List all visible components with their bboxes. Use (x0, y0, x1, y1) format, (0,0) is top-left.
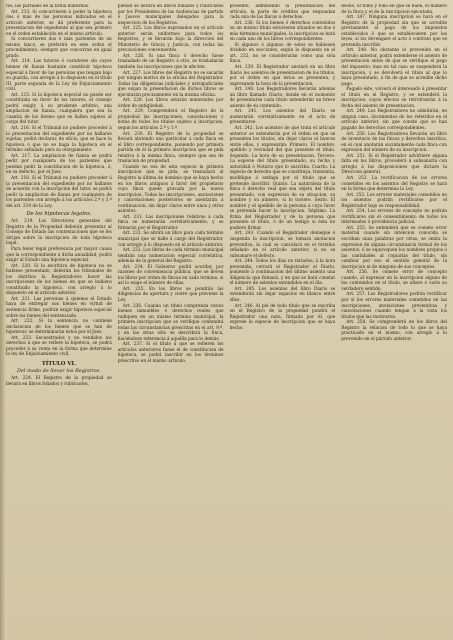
paragraph: Art. 246. Al pié de todo título que se inscriba en el Registro de la propiedad pondrá el Registrador una nota, firmada por él, que exprese la especie de inscripcion que se haya hecho. (229, 303, 336, 331)
paragraph: Art. 214. Las tutores ó curadores sin cuyos bienes dé fianza bastante constituir hipoteca especial á favor de las personas que tengan bajo su guarda, con arreglo á lo dispuesto en el título III, parte segunda de la Ley de Enjuiciamiento civil. (6, 59, 112, 93)
paragraph: Art. 228. Los libros estarán numerados por órden de antigüedad. (117, 98, 224, 109)
paragraph: Art. 245. Los asientos del libro Diario se extenderán sin dejar espacios en blanco entre ellos. (229, 286, 336, 303)
paragraph: Art. 215. Si la hipoteca especial no puede ser constituida en favor de los tutores, el consejo podrá exigir, á su prudente arbitrio, una ampliacion de fianza, cualquiera que sea la cuantía de los bienes que se hallen sujetos al cargo del tutor. (6, 92, 112, 126)
paragraph: Art. 250. Los Registradores llevarán un libro de inventario de las fincas y derechos inscritos, en el cual anotarán sucintamente cada finca con expresion del número de su inscripcion. (341, 131, 447, 154)
paragraph: Si concurrieren dos ó más parientes de un mismo lanco, se preferirá en este orden el procedimiento, siempre que concurran en igual grado. (6, 37, 112, 59)
paragraph: Art. 225. Los libros expresados en el artículo anterior serán uniformes para todos los Registros, y se llevarán bajo la direccion del Ministerio de Gracia y Justicia, con todas las precauciones convenientes. (117, 26, 224, 54)
paragraph: Pagado éste, volverá el interesado á presentar el título en el Registro, y se extenderá la inscripcion, cuyos efectos se retrotraerán á la fecha del asiento de presentacion. (341, 87, 447, 109)
paragraph: Art. 243. Cuando el Registrador deniegue ó suspenda la inscripcion, se tomará anotacion preventiva, la cual se cancelará en el término señalado en el artículo anterior, si no se subsanare el defecto. (229, 231, 336, 259)
paragraph: Art. 239. El Registrador anotará en un libro diario los asientos de presentacion de los títulos, por el órden en que éstos se presenten, y expresando la hora de la presentacion. (229, 65, 336, 87)
paragraph: Art. 242. Los asientos de que trata el artículo anterior se extenderán por el órden en que se presenten los títulos, sin dejar claros ni huecos entre ellos, y expresarán: Primero. El nombre, apellido y vecindad del que presente el título. Segundo. La hora de su presentacion. Tercero. La especie del título presentado, su fecha y autoridad ó Notario que lo suscriba. Cuarto. La especie de derecho que se constituya, transmita, modifique ó extinga por el título que se pretende inscribir. Quinto. La naturaleza de la finca ó derecho real que sea objeto del título presentado, con expresion de su situacion, su nombre y su número, si lo tuviere. Sexto. El nombre y el apellido de la persona á cuyo favor se pretenda hacer la inscripcion. Séptimo. La firma del Registrador y de la persona que presente el título, ó de un testigo si ésta no pudiere firmar. (229, 126, 336, 231)
section-heading: De los hipotecas legales. (26, 211, 92, 218)
paragraph: Art. 233. Los libros de cada término municipal tendrán una numeracion especial correlativa, además de la general del Registro. (117, 248, 224, 265)
paragraph: Art. 218. Si el Tribunal no pudiere proceder á la presentacion del expediente por no hallarse de acuerdo con la inscripcion del tutor, se podrá pedir la ampliacion de fianza por cualquiera de los parientes con arreglo á los artículos 2.º y 3.º del art. 219 de la Ley. (6, 175, 112, 209)
paragraph: Art. 220. Si la escritura de hipoteca no se hubiese presentado, deberán los tribunales de los distritos la Registradores hacer las inscripciones de los bienes en que se hubiera constituido la hipoteca, con arreglo á lo dispuesto en el artículo anterior. (6, 263, 112, 297)
paragraph: Art. 219. Los Directores generales del Registro de la Propiedad deberán presentar al Consejo de Estado las contestaciones que se les dirijan sobre la inscripcion de toda hipoteca legal. (6, 219, 112, 247)
paragraph: Art. 236. Cuando un título comprenda varios bienes inmuebles ó derechos reales que radiquen en un mismo término municipal, la primera inscripcion que se verifique contendrá todas las circunstancias prescritas en el art. 9.º, y en las otras sólo se describirá la finca, haciéndose referencia á aquélla para lo demás. (117, 303, 224, 342)
column-2 (118, 4, 224, 636)
paragraph: Art. 254. Los errores de concepto no podrán rectificarse sin el consentimiento de todos los interesados ó providencia judicial. (341, 209, 447, 226)
paragraph: Art. 231. Las inscripciones relativas á cada finca se numerarán correlativamente, y se firmarán por el Registrador. (117, 214, 224, 231)
paragraph: Art. 252. La rectificacion de los errores cometidos en los asientos del Registro se hará en la forma que determina la Ley. (341, 175, 447, 193)
paragraph: Art. 213. Si concurrieren á poder la hipoteca dos ó más de las personas indicadas en el artículo anterior, se dá preferente para la presentacion del expediente al que sea primero en el orden establecido en el mismo artículo. (6, 9, 112, 37)
paragraph: Art. 256. Se comete error de concepto cuando, al expresar en la inscripcion alguno de los contenidos en el título, se altere ó varíe su verdadero sentido. (341, 270, 447, 292)
page-spine-shadow (0, 0, 6, 640)
paragraph: Art. 249. Los Registradores no admitirán, en ningun caso, documentos de los referidos en el artículo anterior, sin que conste que se han pagado los derechos correspondientes. (341, 109, 447, 132)
paragraph: Art. 253. Los errores materiales cometidos en los asientos podrán rectificarse por el Registrador bajo su responsabilidad. (341, 192, 447, 209)
paragraph: Art. 224. El Registro de la propiedad se llevará en libros foliados y rubricados. (6, 376, 112, 387)
paragraph: piedad se llevará en libros foliados y rubricados por los Presidentes de las Audiencias de partido ó Jueces municipales delegados para la inspeccion de los Registros. (117, 4, 224, 26)
text-columns (6, 4, 447, 636)
paragraph: Art. 237. Si el título á que se refieren los artículos anteriores fuese el de constitucion de hipoteca, se podrá inscribir en los términos prescritos en el mismo artículo. (117, 342, 224, 364)
paragraph: Art. 258. Se comprenderá en los libros del Registro la relacion de todo lo que se haya practicado en el mismo, con arreglo á lo prevenido en el párrafo anterior. (341, 320, 447, 342)
paragraph: Art. 226. Si una finca ó derecho fuese trasladado de un Registro á otro, se trasladarán también las inscripciones que le afecten. (117, 53, 224, 71)
paragraph: hecho, el tomo y folio en que se halle, el número de la finca y el de la inscripcion ejecutada. (341, 4, 447, 15)
paragraph: Art. 248. No obstante lo prevenido en el artículo anterior, podrá extenderse el asiento de presentacion antes de que se verifique el pago del impuesto; mas en tal caso se suspenderá la inscripcion, y se devolverá el título al que lo haya presentado, á fin de que se acredite dicho pago. (341, 48, 447, 87)
paragraph: Art. 244. Todos los días no feriados, á la hora prevenida, cerrará el Registrador el Diario, poniendo á continuacion del último asiento una diligencia que firmará, y en que se hará constar el número de asientos extendidos en el día. (229, 259, 336, 287)
title-heading: TÍTULO VI. (41, 360, 76, 367)
paragraph: Art. 255. Se entenderá que se comete error material cuando sin intencion conocida se escriban unas palabras por otras, se omita la expresion de alguna circunstancia formal de los asientos, ó se equivoquen los nombres propios ó las cantidades al copiarlas del título, sin cambiar por eso el sentido general de la inscripcion ni de ninguno de sus conceptos. (341, 225, 447, 270)
paragraph: Art. 234. El Gobierno podrá acordar, por razones de conveniencia pública, que se lleven los libros por órden de fincas en cada término, si así lo exige el número de ellas. (117, 264, 224, 287)
paragraph: Art. 217. La ampliacion de fianza se podrá pedir por cualquiera de los parientes que puedan pedir la constitucion de la hipoteca, ó, en su defecto, por el Juez. (6, 153, 112, 176)
column-4 (341, 4, 447, 636)
title-subtitle: Del modo de llevar los Registros. (16, 367, 101, 374)
paragraph: Art. 221. Las personas á quienes el Estado haya de entregar sus bienes en virtud de sentencia firme, podrán exigir hipoteca especial sobre los bienes del sentenciado. (6, 296, 112, 319)
paragraph: Para tener legal preferencia por mayor causa que la correspondiente á dicha anualidad, podrá exigir al Estado una hipoteca especial. (6, 246, 112, 264)
paragraph: Cuando no sea de esta especie la primera inscripcion que se pida, se trasladará al Registro la última de dominio que se haya hecho en los libros antiguos á favor del propietario cuyo finca quede gravada por la nueva inscripcion. Todas las inscripciones, anotaciones y cancelaciones posteriores se asentarán á continuacion, sin dejar claros entre unos y otros asientos. (117, 164, 224, 215)
paragraph: Art. 247. Ninguna inscripcion se hará en el Registro de la propiedad sin que se acredite previamente el pago de los impuestos establecidos ó que se establecieren por las leyes, si los devengare el acto ó contrato que se pretenda inscribir. (341, 15, 447, 48)
column-3 (230, 4, 336, 636)
paragraph: Art. 238. Si los bienes ó derechos contenidos en un mismo título estuvieren situados en dos ó más términos municipales, la inscripcion se hará en cada uno de los libros correspondientes. (229, 20, 336, 43)
paragraph: Art. 230. El Registro de la propiedad se llevará abriendo uno particular á cada finca en el libro correspondiente, poniendo por primera partida de él la primera inscripcion que se pida relativa á la misma finca, siempre que sea de traslacion de propiedad. (117, 131, 224, 165)
paragraph: Art. 223. Secuestrados y no vendidos los derechos á que se refiere la hipoteca, se podrá proceder á su venta en la forma que determine la ley de Enjuiciamiento civil. (6, 335, 112, 358)
paragraph: Art. 241. Los asientos del Diario se numerarán correlativamente en el acto de presentarse. (229, 109, 336, 126)
paragraph: Art. 251. Si el Registrador advirtiere alguna falta en los libros, procederá á subsanarla con arreglo á las disposiciones que dictare la Direccion general. (341, 153, 447, 176)
paragraph: Art. 235. En los libros se pondrán las diligencias de apertura y cierre que previene la Ley. (117, 286, 224, 303)
paragraph: Art. 257. Los Registradores podrán rectificar por sí los errores materiales cometidos en las inscripciones, anotaciones preventivas y cancelaciones cuando tengan á la vista los títulos que las motivaron. (341, 292, 447, 320)
paragraph: Art. 227. Los libros del Registro no se sacarán por ningun motivo de la oficina del Registrador. Todas las diligencias judiciales y extrajudiciales que exijan la presentacion de dichos libros se ejecutarán precisamente en la misma oficina. (117, 70, 224, 98)
paragraph: presente, admitiendo la presentacion del artículo, la parte de créditos que respondan cada una de las fincas ó derechos. (229, 4, 336, 21)
paragraph: tos, las partiales de la firma maternas. (6, 4, 90, 9)
paragraph: Art. 240. Los Registradores llevarán además un libro llamado Diario, donde en el momento de presentarse cada título extenderán un breve asiento de su contenido. (229, 87, 336, 109)
paragraph: Art. 229. Comprenderá el Registro de la propiedad las inscripciones, cancelaciones y notas de todos los títulos sujetos á inscripcion, segun los artículos 2.º y 3.º. (117, 109, 224, 132)
paragraph: Art. 232. Se abrirá un libro para cada término municipal que se halle á cargo del Registrador, con arreglo á lo dispuesto en el artículo anterior. (117, 231, 224, 248)
column-1 (6, 4, 112, 636)
paragraph: Si algunos ó algunos de estos se hubiesen dividido en secciones, según lo dispuesto en el art. 232, no se considerarán como una sola finca. (229, 42, 336, 65)
paragraph: Art. 222. Si la sentencia no contiene declaracion de los bienes que se han de hipotecar, se determinarán éstos por el Juez. (6, 319, 112, 336)
paragraph: Art. 216. Si el Tribunal no pudiere proceder á la presentacion del expediente por no hallarse sujetas, podrá declarar, de oficio, que se hace la hipoteca ó que no se haga la hipoteca en el término señalado para su otorgamiento. (6, 126, 112, 154)
